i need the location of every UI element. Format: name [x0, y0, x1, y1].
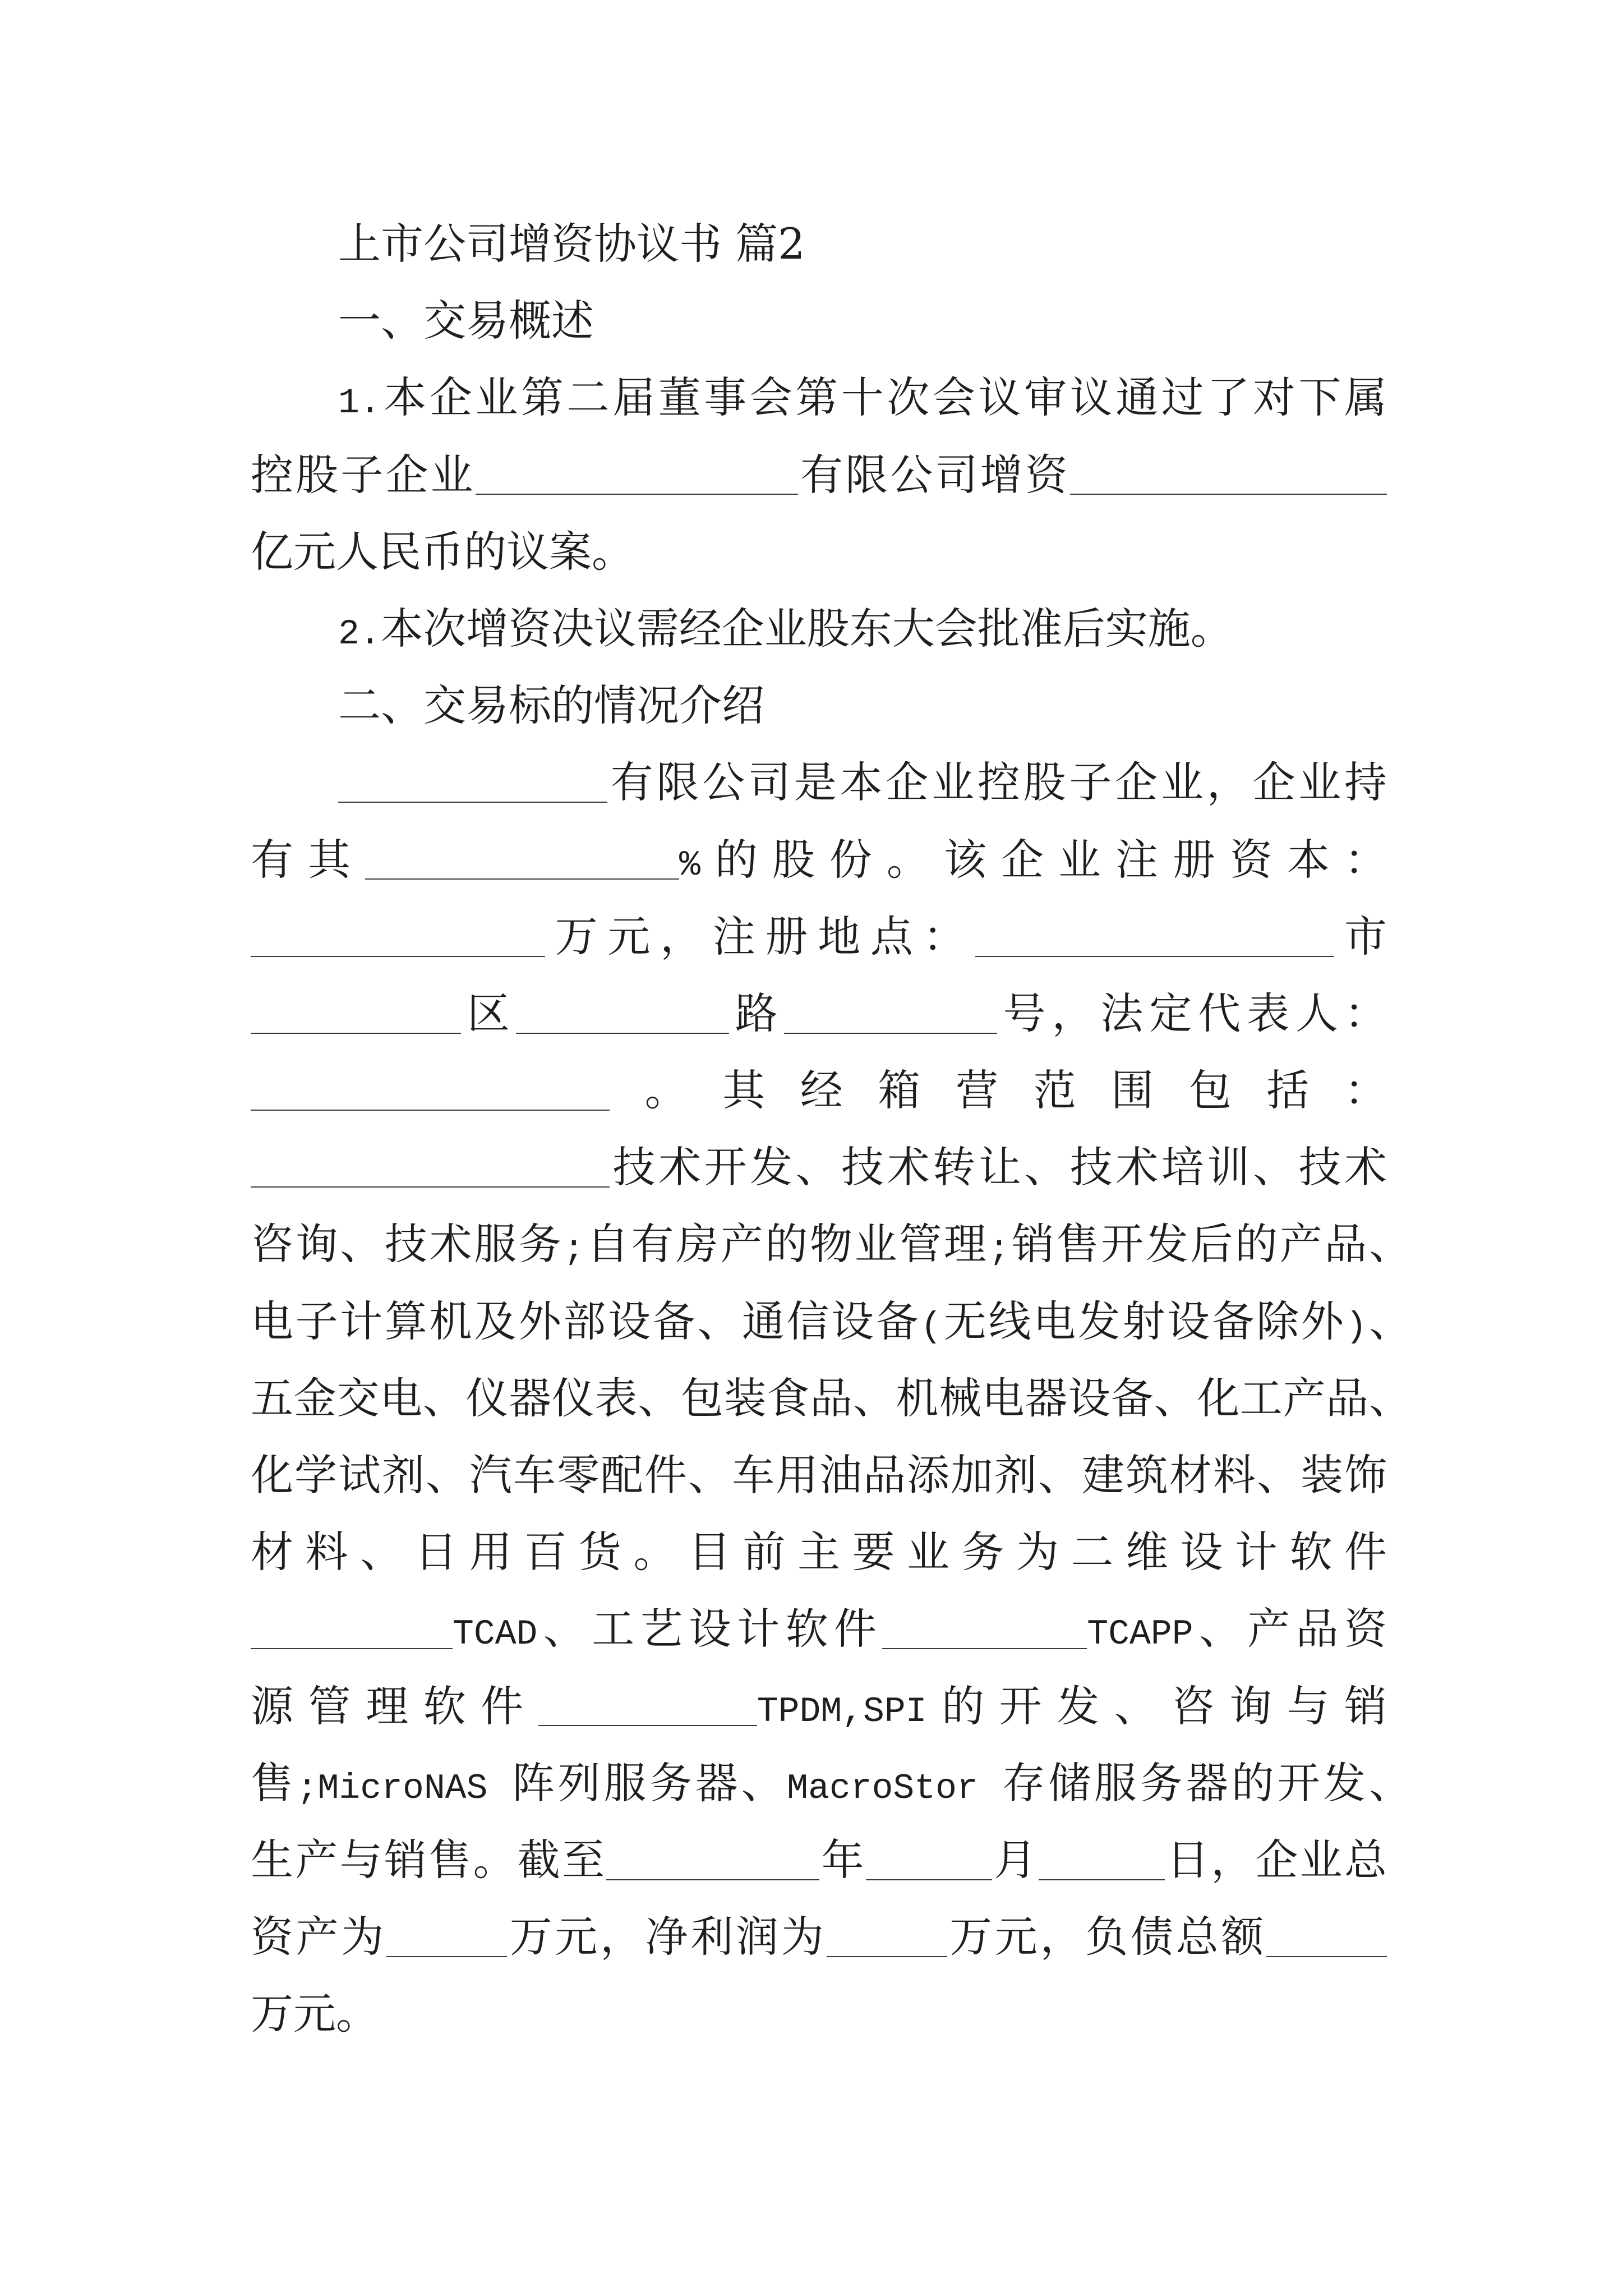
paragraph-line — [251, 1437, 1387, 1513]
paragraph-line — [251, 975, 1387, 1052]
paragraph-line — [251, 1052, 1387, 1129]
blank-field — [975, 917, 1334, 956]
line-text: 。其经箱营范围包括： — [610, 1065, 1387, 1116]
line-text: 月 — [992, 1834, 1039, 1885]
blank-field — [1070, 455, 1387, 495]
line-text: 的股份。该企业注册资本： — [700, 834, 1387, 885]
line-text: 本次增资决议需经企业股东大会批准后实施。 — [380, 603, 1233, 654]
line-text: 技术开发、技术转让、技术培训、技术 — [610, 1142, 1387, 1193]
line-text: 源管理软件 — [251, 1681, 538, 1731]
line-text: 万元。 — [251, 1989, 379, 2039]
paragraph-line — [251, 821, 1387, 898]
blank-field — [516, 994, 729, 1033]
line-text: 有限公司是本企业控股子企业，企业持 — [607, 757, 1387, 808]
line-text: 存储服务器的开发、 — [1002, 1757, 1412, 1808]
paragraph-line — [251, 744, 1387, 821]
paragraph-line — [251, 1668, 1387, 1745]
clause-number: 1. — [338, 383, 381, 424]
line-text: 万元，注册地点： — [545, 911, 976, 961]
paragraph-line — [251, 1283, 1412, 1360]
clause-2-line — [251, 590, 1387, 667]
paragraph-line — [251, 1205, 1412, 1282]
line-text: ; — [988, 1229, 1010, 1270]
line-text: 万元，净利润为 — [507, 1912, 827, 1962]
line-text: 五金交电、仪器仪表、包装食品、机械电器设备、化工产品、 — [251, 1373, 1412, 1423]
line-text: 市 — [1334, 911, 1387, 961]
product-name: TCAPP — [1087, 1614, 1193, 1655]
paragraph-line — [251, 1513, 1387, 1590]
line-text: 、产品资 — [1193, 1604, 1387, 1654]
blank-field — [882, 1610, 1087, 1649]
blank-field — [251, 1148, 610, 1188]
blank-field — [365, 840, 679, 880]
line-text: 号，法定代表人： — [997, 988, 1387, 1038]
title-text: 上市公司增资协议书 篇2 — [338, 219, 805, 269]
line-text: 自有房产的物业管理 — [584, 1219, 989, 1269]
blank-field — [476, 455, 798, 495]
product-name: MacroStor — [787, 1768, 1003, 1809]
line-text: ( — [920, 1306, 942, 1347]
paragraph-line — [251, 1745, 1412, 1821]
line-text: 阵列服务器、 — [511, 1757, 787, 1808]
blank-field — [251, 994, 461, 1033]
blank-field — [251, 1610, 453, 1649]
paragraph-line — [251, 1898, 1387, 1975]
line-text: 资产为 — [251, 1912, 387, 1962]
blank-field — [251, 917, 545, 956]
paragraph-line — [251, 1129, 1387, 1205]
blank-field — [1266, 1918, 1387, 1957]
line-text: ; — [563, 1229, 585, 1270]
paragraph-line — [251, 436, 1387, 513]
paragraph-line — [251, 1360, 1412, 1437]
blank-field — [866, 1841, 992, 1880]
paragraph-line — [251, 513, 1387, 590]
line-text: 区 — [461, 988, 516, 1038]
line-text: 日，企业总 — [1164, 1834, 1387, 1885]
section-heading-2 — [251, 667, 1387, 744]
section-heading-1 — [251, 282, 1387, 359]
line-text: 路 — [728, 988, 784, 1038]
line-text: 化学试剂、汽车零配件、车用油品添加剂、建筑材料、装饰 — [251, 1450, 1387, 1500]
line-text: 万元，负债总额 — [947, 1912, 1267, 1962]
blank-field — [251, 1071, 610, 1111]
clause-1-line — [251, 359, 1387, 436]
product-name: TCAD — [453, 1614, 538, 1655]
product-name: TPDM,SPI — [757, 1691, 927, 1732]
blank-field — [827, 1918, 947, 1957]
line-text: 材料、日用百货。目前主要业务为二维设计软件 — [251, 1527, 1387, 1577]
line-text: 有其 — [251, 834, 366, 885]
line-text: 有限公司增资 — [797, 449, 1071, 500]
paragraph-line — [251, 898, 1387, 975]
paragraph-line — [251, 1590, 1387, 1667]
blank-field — [338, 763, 607, 803]
blank-field — [538, 1687, 757, 1726]
document-title — [251, 205, 1387, 282]
line-text: 电子计算机及外部设备、通信设备 — [251, 1296, 921, 1346]
blank-field — [386, 1918, 507, 1957]
blank-field — [1039, 1841, 1165, 1880]
blank-field — [606, 1841, 819, 1880]
line-text: 生产与销售。截至 — [251, 1834, 607, 1885]
line-text: 售 — [251, 1757, 297, 1808]
line-text: 、工艺设计软件 — [537, 1604, 883, 1654]
heading-text: 二、交易标的情况介绍 — [338, 680, 764, 731]
line-text: 本企业第二届董事会第十次会议审议通过了对下属 — [380, 372, 1387, 423]
line-text: 咨询、技术服务 — [251, 1219, 564, 1269]
product-name: ;MicroNAS — [296, 1768, 512, 1809]
line-text: 控股子企业 — [251, 449, 476, 500]
paragraph-line — [251, 1975, 1387, 2052]
blank-field — [784, 994, 997, 1033]
line-text: ) — [1345, 1306, 1367, 1347]
heading-text: 一、交易概述 — [338, 296, 594, 346]
line-text: 无线电发射设备除外 — [942, 1296, 1346, 1346]
paragraph-line — [251, 1821, 1387, 1898]
document-body — [251, 205, 1412, 2053]
line-text: 销售开发后的产品、 — [1009, 1219, 1412, 1269]
clause-number: 2. — [338, 613, 381, 654]
line-text: 亿元人民币的议案。 — [251, 526, 634, 577]
line-text: 年 — [819, 1834, 866, 1885]
percent-sign: % — [679, 844, 700, 885]
line-text: 的开发、咨询与销 — [926, 1681, 1387, 1731]
line-text: 、 — [1367, 1296, 1412, 1346]
